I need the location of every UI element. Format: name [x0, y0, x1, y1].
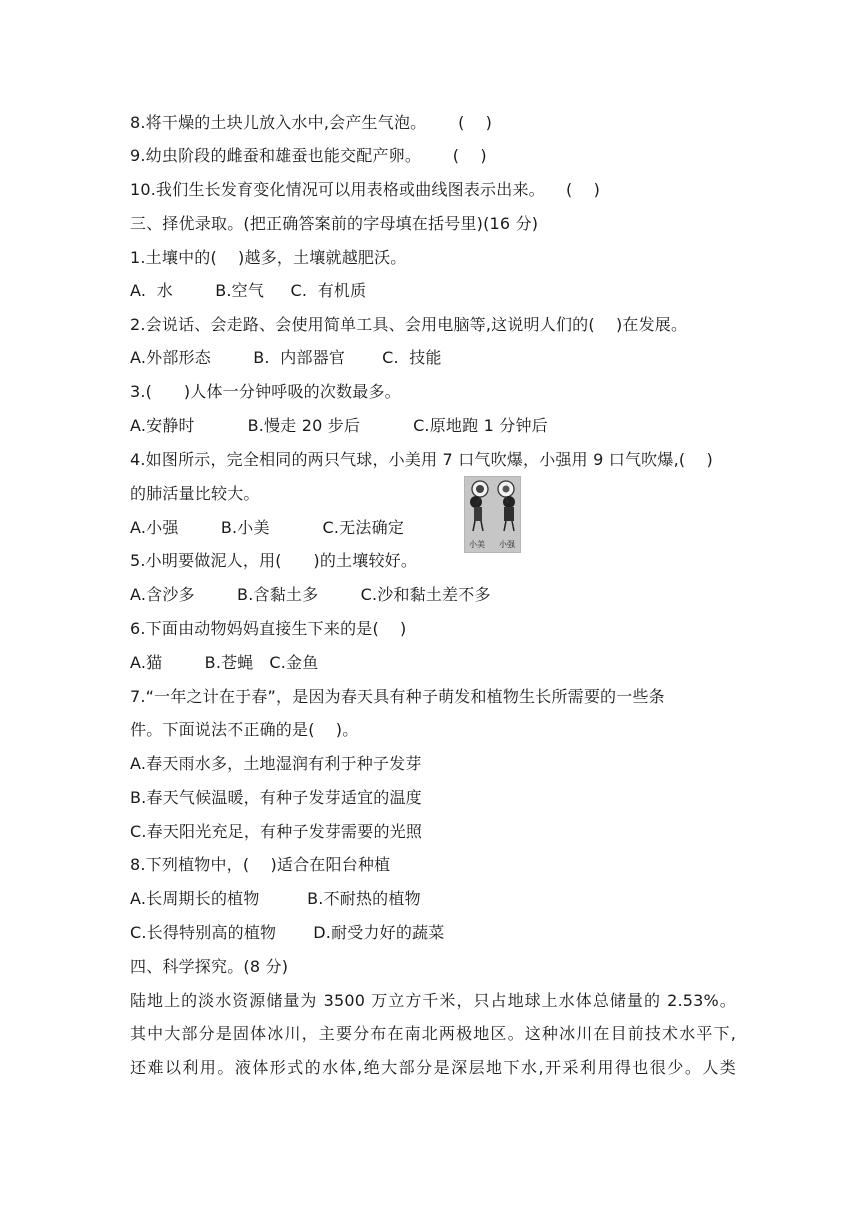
mc-question-6: 6.下面由动物妈妈直接生下来的是( ): [130, 619, 407, 638]
mc-question-1: 1.土壤中的( )越多，土壤就越肥沃。: [130, 248, 407, 267]
passage-line-3: 还难以利用。液体形式的水体,绝大部分是深层地下水,开采利用得也很少。人类: [130, 1058, 736, 1077]
figure-caption-xiaoqiang: 小强: [499, 540, 515, 549]
mc-question-8-options-ab: A.长周期长的植物 B.不耐热的植物: [130, 889, 421, 908]
passage-line-1: 陆地上的淡水资源储量为 3500 万立方千米，只占地球上水体总储量的 2.53%。: [130, 991, 736, 1010]
figure-caption-xiaomei: 小美: [469, 540, 485, 549]
mc-question-4-continued: 的肺活量比较大。: [130, 484, 260, 503]
mc-question-6-options: A.猫 B.苍蝇 C.金鱼: [130, 653, 319, 672]
mc-question-1-options: A. 水 B.空气 C. 有机质: [130, 281, 367, 300]
mc-question-8-options-cd: C.长得特别高的植物 D.耐受力好的蔬菜: [130, 923, 445, 942]
mc-question-7-option-a: A.春天雨水多，土地湿润有利于种子发芽: [130, 754, 422, 773]
mc-question-7-option-b: B.春天气候温暖，有种子发芽适宜的温度: [130, 788, 422, 807]
mc-question-4: 4.如图所示，完全相同的两只气球，小美用 7 口气吹爆，小强用 9 口气吹爆,( ): [130, 450, 713, 469]
mc-question-5-options: A.含沙多 B.含黏土多 C.沙和黏土差不多: [130, 585, 491, 604]
section-4-heading: 四、科学探究。(8 分): [130, 957, 289, 976]
mc-question-5: 5.小明要做泥人，用( )的土壤较好。: [130, 551, 418, 570]
question-9-true-false: 9.幼虫阶段的雌蚕和雄蚕也能交配产卵。 ( ): [130, 146, 487, 165]
mc-question-2-options: A.外部形态 B. 内部器官 C. 技能: [130, 348, 442, 367]
mc-question-3-options: A.安静时 B.慢走 20 步后 C.原地跑 1 分钟后: [130, 416, 548, 435]
balloon-children-figure: [464, 476, 521, 553]
passage-line-2: 其中大部分是固体冰川，主要分布在南北两极地区。这种冰川在目前技术水平下,: [130, 1024, 736, 1043]
mc-question-7-option-c: C.春天阳光充足，有种子发芽需要的光照: [130, 822, 423, 841]
question-8-true-false: 8.将干燥的土块儿放入水中,会产生气泡。 ( ): [130, 113, 493, 132]
mc-question-3: 3.( )人体一分钟呼吸的次数最多。: [130, 382, 401, 401]
mc-question-7-continued: 件。下面说法不正确的是( )。: [130, 720, 359, 739]
section-3-heading: 三、择优录取。(把正确答案前的字母填在括号里)(16 分): [130, 214, 539, 233]
question-10-true-false: 10.我们生长发育变化情况可以用表格或曲线图表示出来。 ( ): [130, 180, 601, 199]
mc-question-8: 8.下列植物中，( )适合在阳台种植: [130, 855, 391, 874]
mc-question-2: 2.会说话、会走路、会使用简单工具、会用电脑等,这说明人们的( )在发展。: [130, 315, 688, 334]
mc-question-4-options: A.小强 B.小美 C.无法确定: [130, 518, 405, 537]
mc-question-7: 7.“一年之计在于春”，是因为春天具有种子萌发和植物生长所需要的一些条: [130, 687, 665, 706]
